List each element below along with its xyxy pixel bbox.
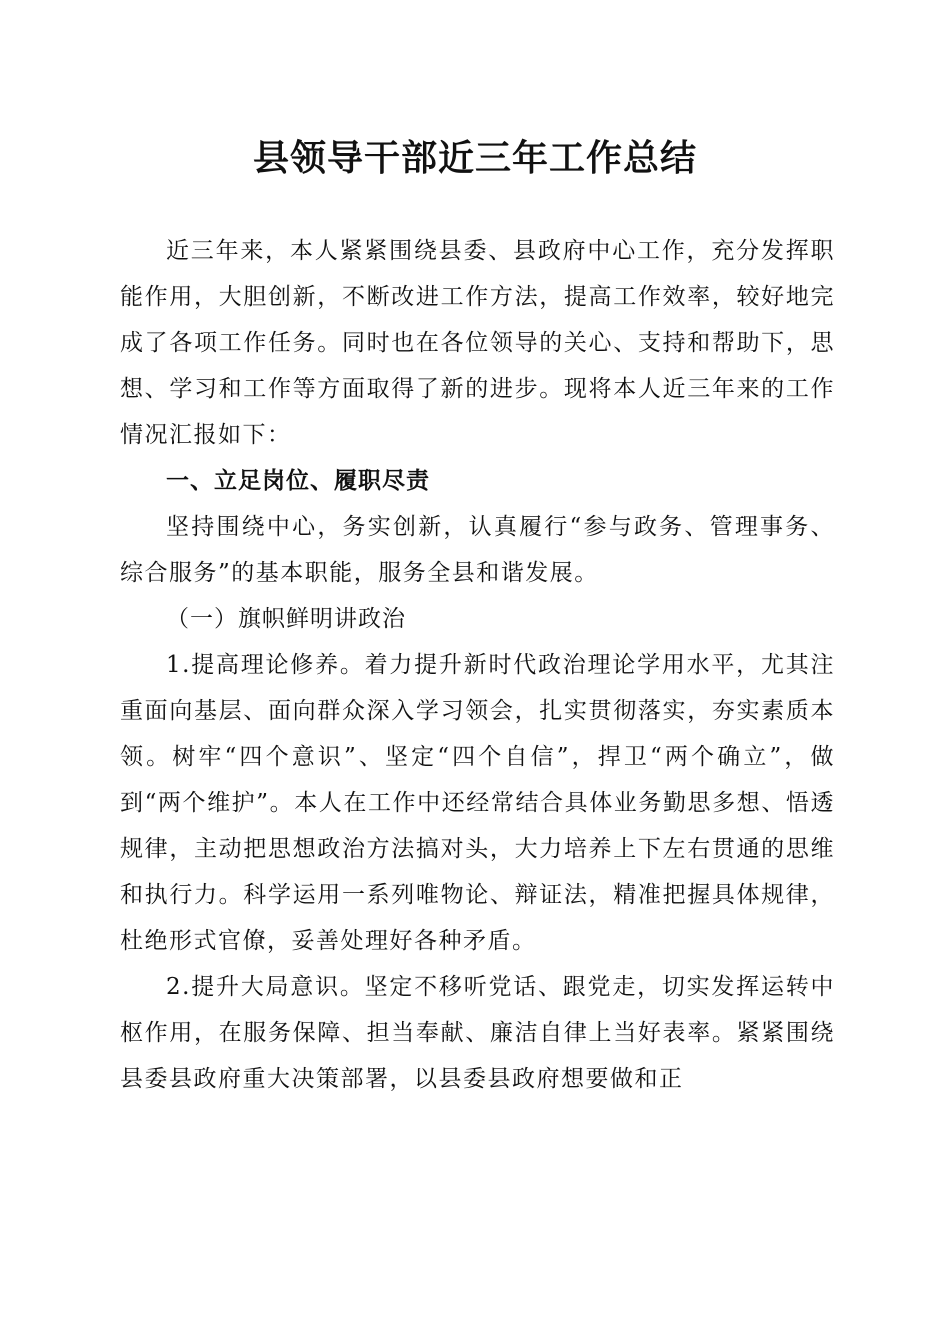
document-title: 县领导干部近三年工作总结: [252, 137, 697, 179]
section-1-lead-paragraph: 坚持围绕中心，务实创新，认真履行“参与政务、管理事务、综合服务”的基本职能，服务全县和谐发展。: [120, 514, 835, 586]
intro-paragraph: 近三年来，本人紧紧围绕县委、县政府中心工作，充分发挥职能作用，大胆创新，不断改进工作方法，提高工作效率，较好地完成了各项工作任务。同时也在各位领导的关心、支持和帮助下，思想、学习和工作等方面取得了新的进步。现将本人近三年来的工作情况汇报如下：: [120, 238, 835, 448]
list-item-1: 1.提高理论修养。着力提升新时代政治理论学用水平，尤其注重面向基层、面向群众深入学习领会，扎实贯彻落实，夯实素质本领。树牢“四个意识”、坚定“四个自信”，捍卫“两个确立”，做到“两个维护”。本人在工作中还经常结合具体业务勤思多想、悟透规律，主动把思想政治方法搞对头，大力培养上下左右贯通的思维和执行力。科学运用一系列唯物论、辩证法，精准把握具体规律，杜绝形式官僚，妥善处理好各种矛盾。: [120, 652, 835, 954]
list-item-2: 2.提升大局意识。坚定不移听党话、跟党走，切实发挥运转中枢作用，在服务保障、担当奉献、廉洁自律上当好表率。紧紧围绕县委县政府重大决策部署，以县委县政府想要做和正: [120, 974, 835, 1092]
subsection-heading-1: （一）旗帜鲜明讲政治: [166, 606, 406, 632]
section-heading-1: 一、立足岗位、履职尽责: [166, 468, 430, 494]
document-body: [120, 228, 835, 1102]
